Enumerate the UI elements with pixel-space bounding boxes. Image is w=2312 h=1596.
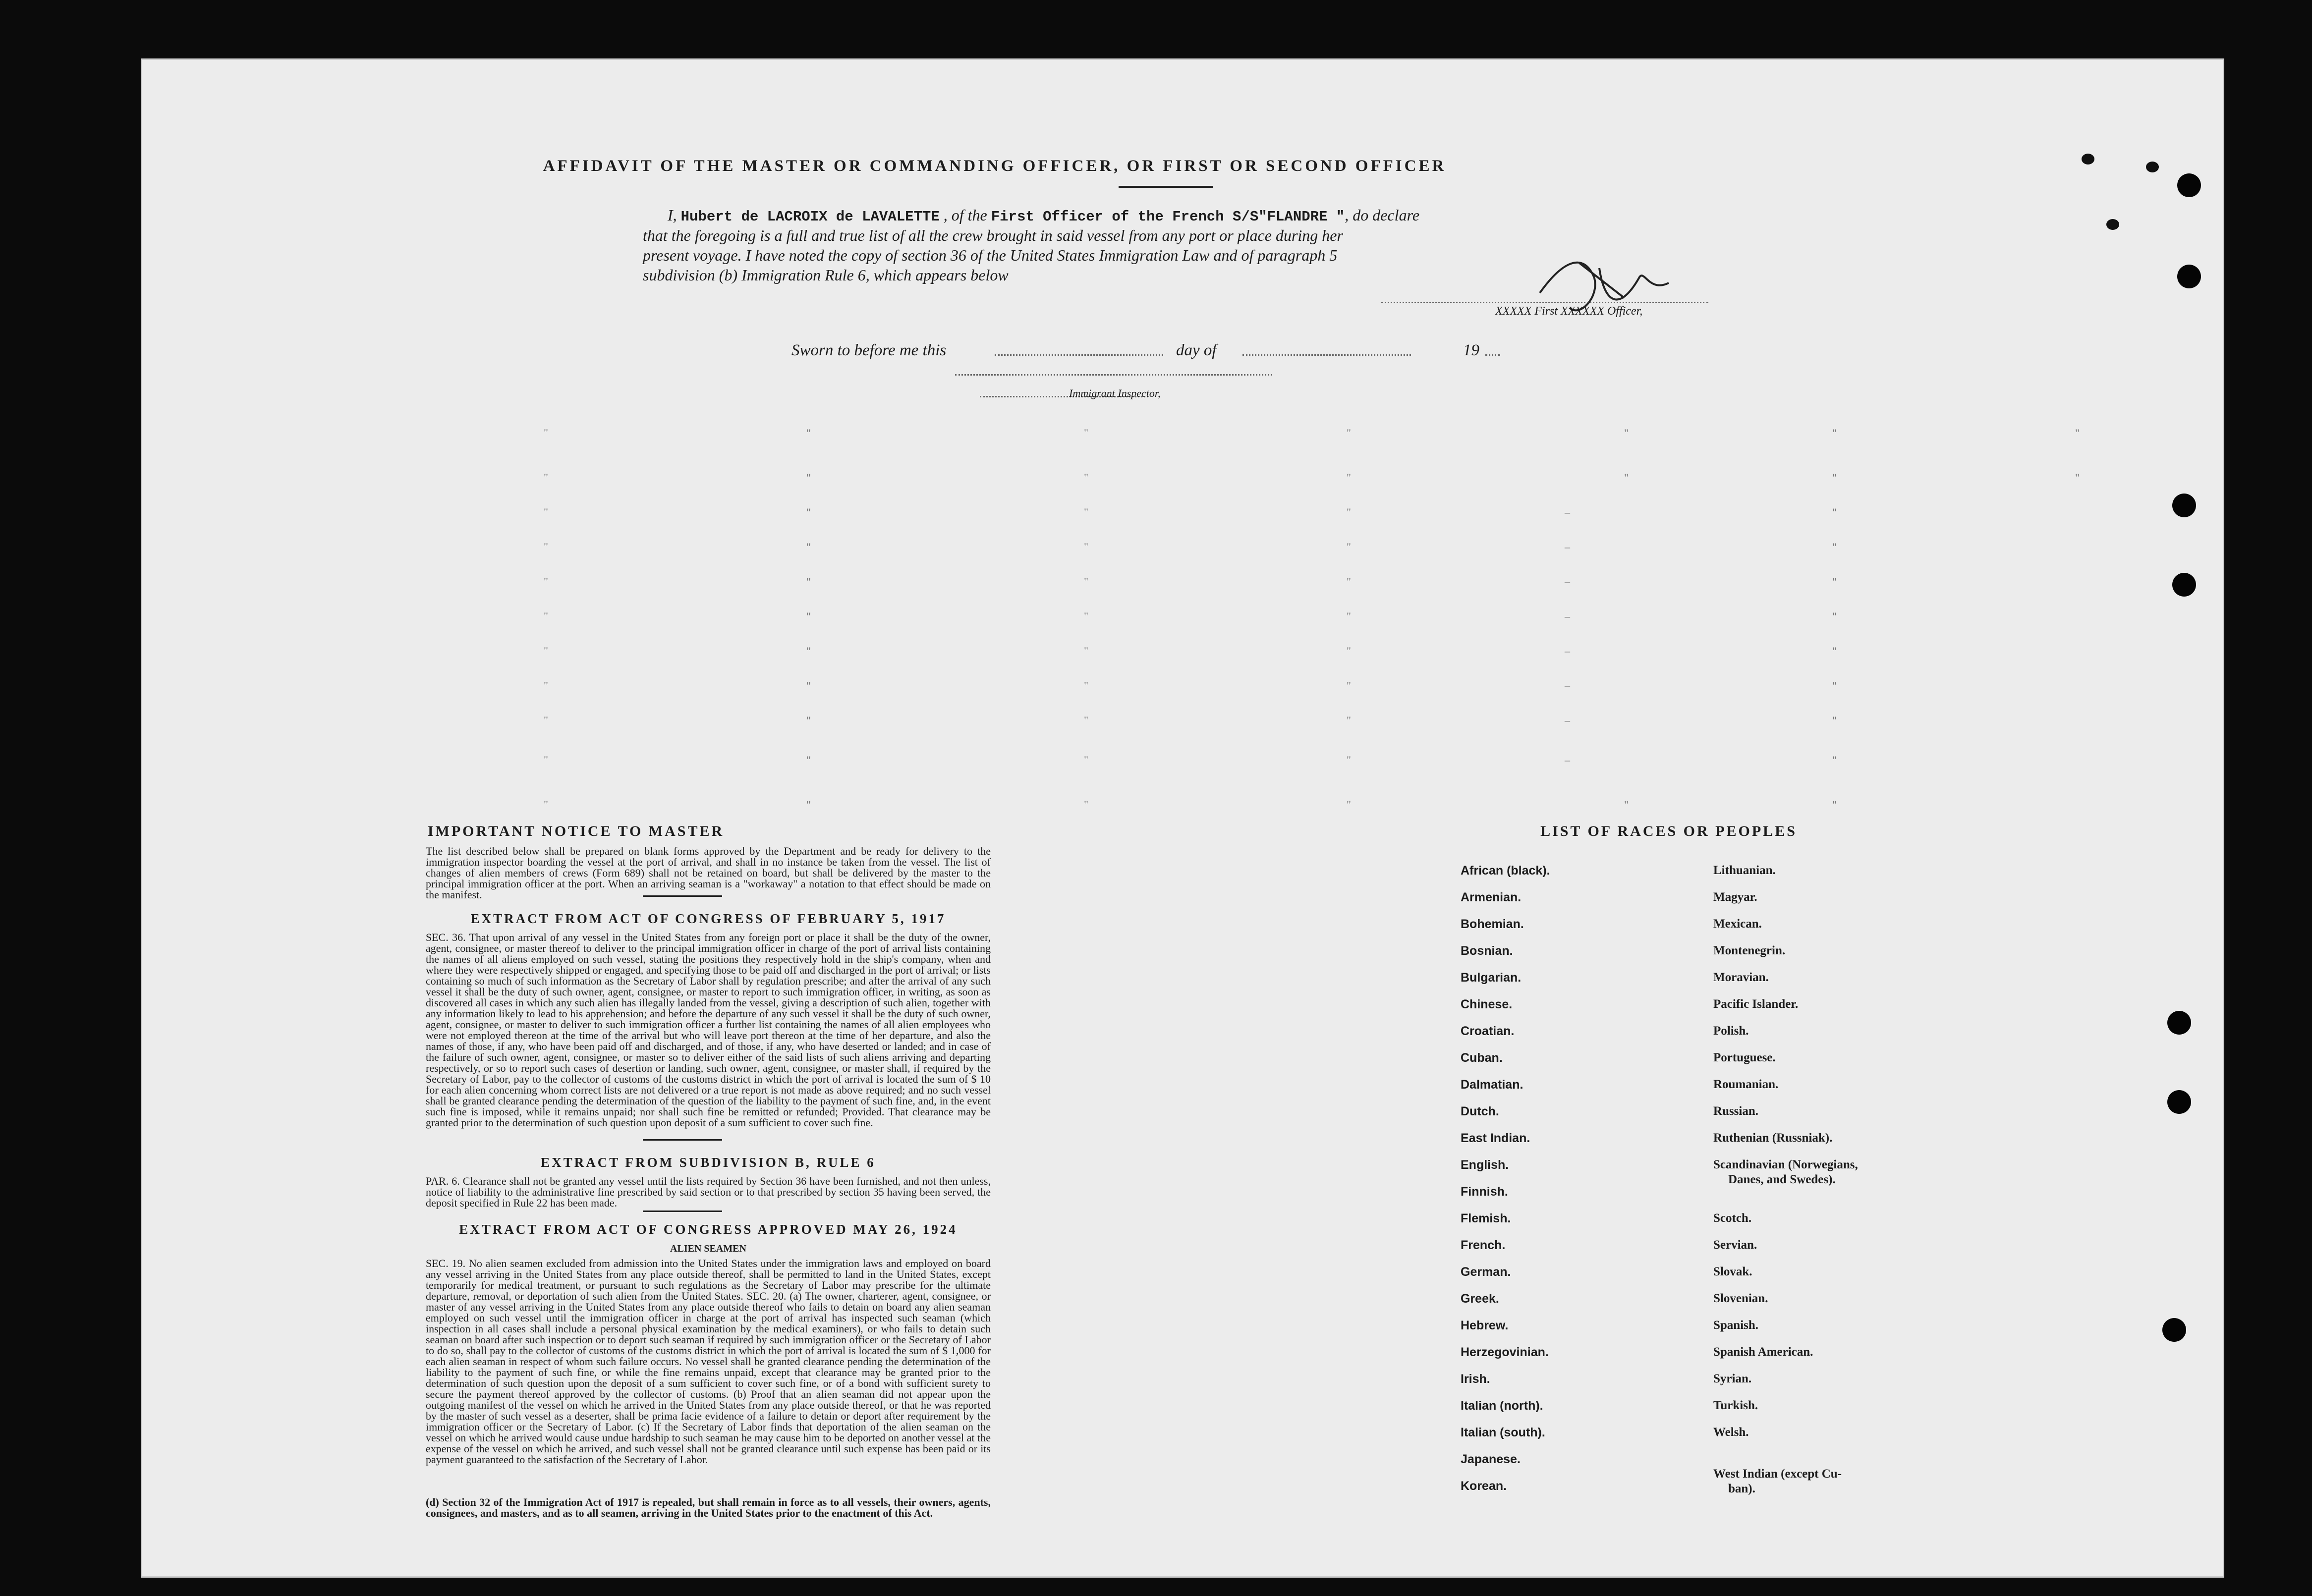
ditto-mark: " (544, 541, 548, 553)
ditto-mark: " (544, 714, 548, 726)
ditto-mark: " (1832, 575, 1837, 588)
vessel-name: First Officer of the French S/S"FLANDRE " (991, 209, 1345, 225)
document-page (141, 58, 2224, 1578)
race-item: Syrian. (1713, 1372, 1752, 1385)
ditto-mark: " (806, 575, 811, 588)
dash-mark: – (1565, 645, 1570, 657)
ditto-mark: " (806, 679, 811, 692)
race-item: Magyar. (1713, 890, 1757, 904)
rule6-title: EXTRACT FROM SUBDIVISION B, RULE 6 (541, 1155, 876, 1170)
ditto-mark: " (1832, 679, 1837, 692)
signature-caption: XXXXX First XXXXXX Officer, (1495, 305, 1643, 318)
ditto-mark: " (1084, 679, 1088, 692)
race-item: Portuguese. (1713, 1051, 1776, 1064)
ditto-mark: " (544, 610, 548, 622)
line1-prefix: I, (668, 206, 677, 224)
race-item: Cuban. (1461, 1051, 1503, 1065)
race-item: East Indian. (1461, 1131, 1530, 1145)
ditto-mark: " (1084, 714, 1088, 726)
dash-mark: – (1565, 506, 1570, 518)
hole-punch-mark (2106, 219, 2119, 230)
dash-mark: – (1565, 754, 1570, 766)
act1917-title: EXTRACT FROM ACT OF CONGRESS OF FEBRUARY 5, 1917 (470, 911, 946, 926)
ditto-mark: " (806, 610, 811, 622)
line1-suffix: , do declare (1345, 206, 1420, 224)
affidavit-line3: present voyage. I have noted the copy of section 36 of the United States Immigration Law and of paragraph 5 (643, 246, 1338, 264)
ditto-mark: " (2075, 427, 2080, 439)
ditto-mark: " (1624, 471, 1629, 484)
race-item: French. (1461, 1238, 1506, 1252)
ditto-mark: " (544, 754, 548, 766)
race-item: Bulgarian. (1461, 971, 1522, 985)
race-item: Scotch. (1713, 1211, 1752, 1225)
ditto-mark: " (1347, 679, 1351, 692)
race-item: Dalmatian. (1461, 1078, 1523, 1092)
ditto-mark: " (1832, 754, 1837, 766)
race-item: English. (1461, 1158, 1509, 1172)
race-item: Finnish. (1461, 1185, 1508, 1199)
race-item: Pacific Islander. (1713, 997, 1799, 1011)
rule6-rule (643, 1211, 722, 1212)
binder-hole (2177, 173, 2201, 197)
inspector-line-1 (955, 374, 1272, 376)
ditto-mark: " (1624, 427, 1629, 439)
ditto-mark: " (544, 645, 548, 657)
race-item: Italian (south). (1461, 1426, 1545, 1439)
ditto-mark: " (1347, 575, 1351, 588)
race-item: West Indian (except Cu- (1713, 1467, 1842, 1481)
race-item: Turkish. (1713, 1399, 1758, 1412)
notice-body: The list described below shall be prepared on blank forms approved by the Department and be ready for delivery to the immigration inspector boarding the vessel at the port of arrival, and shall in no instance be taken from the vessel. The list of changes of alien members of crews (Form 689) shall not be retained on board, but shall be delivered by the master to the principal immigration officer at the port. When an arriving seaman is a "workaway" a notation to that effect should be made on the manifest. (426, 845, 991, 901)
ditto-mark: " (806, 798, 811, 811)
race-item: Lithuanian. (1713, 864, 1776, 877)
officer-name: Hubert de LACROIX de LAVALETTE (680, 209, 940, 225)
race-item: Roumanian. (1713, 1078, 1779, 1091)
affidavit-line1 (668, 206, 1817, 225)
ditto-mark: " (806, 471, 811, 484)
race-item: Bosnian. (1461, 944, 1513, 958)
binder-hole (2167, 1090, 2191, 1114)
race-item: Bohemian. (1461, 917, 1524, 931)
dash-mark: – (1565, 541, 1570, 553)
ditto-mark: " (1347, 471, 1351, 484)
ditto-mark: " (1347, 645, 1351, 657)
race-item: Flemish. (1461, 1211, 1511, 1225)
ditto-mark: " (806, 645, 811, 657)
ditto-mark: " (1084, 610, 1088, 622)
ditto-mark: " (1832, 645, 1837, 657)
ditto-mark: " (544, 427, 548, 439)
title-rule (1119, 186, 1213, 188)
ditto-mark: " (1084, 427, 1088, 439)
ditto-mark: " (1347, 714, 1351, 726)
race-item: Armenian. (1461, 890, 1522, 904)
race-item: Ruthenian (Russniak). (1713, 1131, 1833, 1145)
hole-punch-mark (2082, 154, 2094, 165)
dash-mark: – (1565, 610, 1570, 622)
binder-hole (2167, 1011, 2191, 1035)
affidavit-line2: that the foregoing is a full and true list of all the crew brought in said vessel from any port or place during her (643, 226, 1343, 244)
race-item: Italian (north). (1461, 1399, 1543, 1413)
ditto-mark: " (1084, 471, 1088, 484)
affidavit-line4: subdivision (b) Immigration Rule 6, which appears below (643, 266, 1009, 284)
race-item: Danes, and Swedes). (1728, 1173, 1836, 1186)
ditto-mark: " (1832, 506, 1837, 518)
ditto-mark: " (806, 754, 811, 766)
ditto-mark: " (1084, 645, 1088, 657)
hole-punch-mark (2146, 162, 2159, 172)
ditto-mark: " (1832, 610, 1837, 622)
ditto-mark: " (544, 798, 548, 811)
line1-mid: , of the (943, 206, 987, 224)
inspector-caption: Immigrant Inspector, (1069, 387, 1161, 399)
ditto-mark: " (1832, 471, 1837, 484)
signature-line-rule (1381, 302, 1708, 303)
ditto-mark: " (806, 714, 811, 726)
race-item: Greek. (1461, 1292, 1499, 1306)
race-item: Welsh. (1713, 1426, 1749, 1439)
race-item: Moravian. (1713, 971, 1769, 984)
race-item: Hebrew. (1461, 1319, 1509, 1332)
race-item: Spanish American. (1713, 1345, 1813, 1359)
race-item: German. (1461, 1265, 1511, 1279)
ditto-mark: " (1347, 610, 1351, 622)
ditto-mark: " (1084, 575, 1088, 588)
sworn-day: day of (1176, 341, 1217, 359)
race-item: Servian. (1713, 1238, 1757, 1252)
sworn-month-line (1242, 354, 1411, 356)
binder-hole (2162, 1318, 2186, 1342)
race-item: Chinese. (1461, 997, 1513, 1011)
race-item: Spanish. (1713, 1319, 1759, 1332)
affidavit-title: AFFIDAVIT OF THE MASTER OR COMMANDING OFFICER, OR FIRST OR SECOND OFFICER (543, 157, 1447, 175)
race-item: Irish. (1461, 1372, 1490, 1386)
race-item: African (black). (1461, 864, 1550, 878)
ditto-mark: " (544, 506, 548, 518)
sworn-prefix: Sworn to before me this (791, 341, 947, 359)
ditto-mark: " (806, 541, 811, 553)
ditto-mark: " (1624, 798, 1629, 811)
race-item: Russian. (1713, 1104, 1759, 1118)
sworn-year: 19 (1463, 341, 1479, 359)
ditto-mark: " (2075, 471, 2080, 484)
race-item: Montenegrin. (1713, 944, 1786, 957)
ditto-mark: " (806, 506, 811, 518)
ditto-mark: " (1832, 798, 1837, 811)
binder-hole (2177, 265, 2201, 288)
act1924-subsection-d: (d) Section 32 of the Immigration Act of 1917 is repealed, but shall remain in force as to all vessels, their owners, agents, consignees, and masters, and as to all seamen, arriving in the United States prior to the enactment of this Act. (426, 1496, 991, 1519)
act1917-rule (643, 1139, 722, 1141)
dash-mark: – (1565, 679, 1570, 692)
race-item: Slovenian. (1713, 1292, 1768, 1305)
ditto-mark: " (544, 575, 548, 588)
rule6-body: PAR. 6. Clearance shall not be granted any vessel until the lists required by Section 36 have been furnished, and not then unless, notice of liability to the administrative fine prescribed by said section or to that prescribed by section 35 having been served, the deposit specified in Rule 22 has been made. (426, 1175, 991, 1209)
race-item: Japanese. (1461, 1452, 1521, 1466)
race-item: Polish. (1713, 1024, 1749, 1038)
ditto-mark: " (1347, 754, 1351, 766)
ditto-mark: " (1084, 798, 1088, 811)
binder-hole (2172, 494, 2196, 517)
notice-rule (643, 895, 722, 897)
race-item: Scandinavian (Norwegians, (1713, 1158, 1858, 1171)
ditto-mark: " (806, 427, 811, 439)
race-item: Korean. (1461, 1479, 1507, 1493)
ditto-mark: " (1832, 541, 1837, 553)
act1924-body: SEC. 19. No alien seamen excluded from admission into the United States under the immigration laws and employed on board any vessel arriving in the United States from any place outside thereof, shall be permitted to land in the United States, except temporarily for medical treatment, or pursuant to such regulations as the Secretary of Labor may prescribe for the ultimate departure, removal, or deportation of such alien from the United States. SEC. 20. (a) The owner, charterer, agent, consignee, or master of any vessel arriving in the United States from any place outside thereof who fails to detain on board any alien seaman employed on such vessel until the immigration officer in charge at the port of arrival has inspected such seaman (which inspection in all cases shall include a personal physical examination by the medical examiners), or who fails to detain such seaman on board after such inspection or to deport such seaman if required by such immigration officer or the Secretary of Labor to do so, shall pay to the collector of customs of the customs district in which the port of arrival is located the sum of $ 1,000 for each alien seaman in respect of whom such failure occurs. No vessel shall be granted clearance pending the determination of the liability to the payment of such fine, or while the fine remains unpaid, except that clearance may be granted prior to the determination of such question upon the deposit of a sum sufficient to cover such fine, or of a bond with sufficient surety to secure the payment thereof approved by the collector of customs. (b) Proof that an alien seaman did not appear upon the outgoing manifest of the vessel on which he arrived in the United States from any place outside thereof, or that he was reported by the master of such vessel as a deserter, shall be prima facie evidence of a failure to detain or deport after requirement by the immigration officer or the Secretary of Labor. (c) If the Secretary of Labor finds that deportation of the alien seaman on the vessel on which he arrived would cause undue hardship to such seaman he may cause him to be deported on another vessel at the expense of the vessel on which he arrived, and such vessel shall not be granted clearance until such expense has been paid or its payment guaranteed to the satisfaction of the Secretary of Labor. (426, 1257, 991, 1466)
ditto-mark: " (544, 471, 548, 484)
dash-mark: – (1565, 575, 1570, 588)
notice-title: IMPORTANT NOTICE TO MASTER (427, 823, 725, 839)
act1924-title: EXTRACT FROM ACT OF CONGRESS APPROVED MAY 26, 1924 (459, 1222, 958, 1237)
ditto-mark: " (1347, 427, 1351, 439)
ditto-mark: " (1347, 541, 1351, 553)
race-item: Herzegovinian. (1461, 1345, 1549, 1359)
ditto-mark: " (1347, 506, 1351, 518)
ditto-mark: " (1084, 541, 1088, 553)
ditto-mark: " (1347, 798, 1351, 811)
ditto-mark: " (1084, 754, 1088, 766)
sworn-date-line (995, 354, 1163, 356)
races-title: LIST OF RACES OR PEOPLES (1540, 823, 1797, 839)
race-item: Slovak. (1713, 1265, 1752, 1278)
sworn-year-line (1485, 354, 1500, 356)
ditto-mark: " (1832, 714, 1837, 726)
act1917-body: SEC. 36. That upon arrival of any vessel in the United States from any foreign port or place it shall be the duty of the owner, agent, consignee, or master thereof to deliver to the principal immigration officer in charge of the port of arrival lists containing the names of all aliens employed on such vessel, stating the positions they respectively hold in the ship's company, when and where they were respectively shipped or engaged, and specifying those to be paid off and discharged in the port of arrival; or lists containing so much of such information as the Secretary of Labor shall by regulation prescribe; and after the arrival of any such vessel it shall be the duty of such owner, agent, consignee, or master to report to such immigration officer, in writing, as soon as discovered all cases in which any such alien has illegally landed from the vessel, giving a description of such alien, together with any information likely to lead to his apprehension; and before the departure of any such vessel it shall be the duty of such owner, agent, consignee, or master to deliver to such immigration officer a further list containing the names of all alien employees who were not employed thereon at the time of the arrival but who will leave port thereon at the time of her departure, and also the names of those, if any, who have been paid off and discharged, and of those, if any, who have deserted or landed; and in case of the failure of such owner, agent, consignee, or master so to deliver either of the said lists of such aliens arriving and departing respectively, or so to report such cases of desertion or landing, such owner, agent, consignee, or master shall, if required by the Secretary of Labor, pay to the collector of customs of the customs district in which the port of arrival is located the sum of $ 10 for each alien concerning whom correct lists are not delivered or a true report is not made as above required; and no such vessel shall be granted clearance pending the determination of the question of the liability to the payment of such fine, and, in the event such fine is imposed, while it remains unpaid; nor shall such fine be remitted or refunded; Provided. That clearance may be granted prior to the determination of such question upon deposit of a sum sufficient to cover such fine. (426, 931, 991, 1129)
race-item: ban). (1728, 1482, 1755, 1495)
binder-hole (2172, 573, 2196, 597)
ditto-mark: " (1084, 506, 1088, 518)
ditto-mark: " (544, 679, 548, 692)
act1924-subtitle: ALIEN SEAMEN (670, 1243, 746, 1254)
ditto-mark: " (1832, 427, 1837, 439)
dash-mark: – (1565, 714, 1570, 726)
race-item: Mexican. (1713, 917, 1762, 931)
race-item: Dutch. (1461, 1104, 1499, 1118)
race-item: Croatian. (1461, 1024, 1515, 1038)
